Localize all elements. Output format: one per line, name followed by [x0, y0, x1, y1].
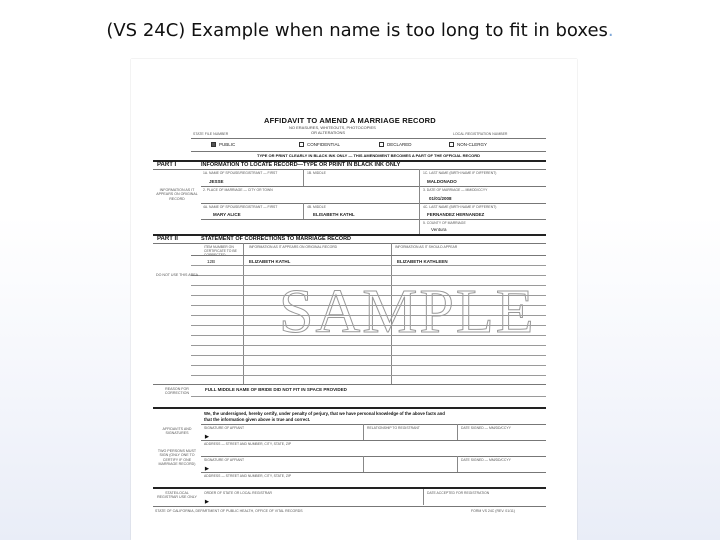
form-title: AFFIDAVIT TO AMEND A MARRIAGE RECORD	[264, 116, 436, 125]
field-4b-value: ELISABETH KATHL	[313, 212, 355, 217]
form-subtitle-2: OR ALTERATIONS	[311, 130, 346, 135]
reason-value: FULL MIDDLE NAME OF BRIDE DID NOT FIT IN SPACE PROVIDED	[205, 387, 347, 392]
checkbox-public: PUBLIC	[211, 142, 235, 147]
sign-arrow-2: ▶	[205, 466, 209, 472]
field-1c-label: 1C. LAST NAME (BIRTH NAME IF DIFFERENT)	[423, 171, 497, 175]
part2-heading: STATEMENT OF CORRECTIONS TO MARRIAGE RECORD	[201, 236, 352, 242]
part1-side-label: INFORMATION AS IT APPEARS ON ORIGINAL RECORD	[156, 188, 198, 201]
field-1a-value: JESSE	[209, 179, 224, 184]
field-4a-label: 4A. NAME OF SPOUSE/REGISTRANT — FIRST	[203, 205, 278, 209]
footer-left: STATE OF CALIFORNIA, DEPARTMENT OF PUBLIC HEALTH, OFFICE OF VITAL RECORDS	[155, 509, 303, 513]
address-label-2: ADDRESS — STREET AND NUMBER, CITY, STATE, ZIP	[204, 474, 292, 478]
correct-value: ELIZABETH KATHLEEN	[397, 259, 448, 264]
signature-label-2: SIGNATURE OF AFFIANT	[204, 458, 245, 462]
affidavit-side-label: AFFIDAVITS AND SIGNATURES	[162, 427, 192, 436]
part1-label: PART I	[157, 162, 177, 168]
state-file-number-label: STATE FILE NUMBER	[193, 132, 229, 136]
address-label-1: ADDRESS — STREET AND NUMBER, CITY, STATE, ZIP	[204, 442, 292, 446]
part2-side-label: DO NOT USE THIS AREA	[155, 273, 198, 277]
col-correct-label: INFORMATION AS IT SHOULD APPEAR	[395, 245, 458, 249]
registrar-side-label: STATE/LOCAL REGISTRAR USE ONLY	[157, 491, 197, 500]
checkbox-box	[211, 142, 216, 147]
date-label-2: DATE SIGNED — MM/DD/CCYY	[461, 458, 511, 462]
local-registration-number-label: LOCAL REGISTRATION NUMBER	[453, 132, 508, 136]
sample-watermark: SAMPLE	[279, 278, 536, 346]
affidavit-statement-2: that the information given above is true and correct.	[204, 417, 311, 422]
two-persons-side-label: TWO PERSONS MUST SIGN (ONLY ONE TO CERTIFY IF ONE MARRIAGE RECORD)	[157, 449, 197, 466]
col-item-label: ITEM NUMBER ON CERTIFICATE TO BE	[204, 245, 237, 253]
field-1c-value: MALDONADO	[427, 179, 457, 184]
date-accepted-label: DATE ACCEPTED FOR REGISTRATION	[427, 491, 490, 495]
affidavit-statement-1: We, the undersigned, hereby certify, under penalty of perjury, that we have personal knowledge of the above facts and	[204, 411, 445, 416]
field-2-label: 2. PLACE OF MARRIAGE — CITY OR TOWN	[203, 188, 273, 192]
part1-heading: INFORMATION TO LOCATE RECORD—TYPE OR PRINT IN BLACK INK ONLY	[201, 162, 401, 168]
title-dot: .	[607, 20, 614, 41]
col-incorrect-label: INFORMATION AS IT APPEARS ON ORIGINAL RECORD	[249, 245, 338, 249]
checkbox-declared: DECLARED	[379, 142, 412, 147]
field-1b-label: 1B. MIDDLE	[307, 171, 326, 175]
field-4b-label: 4B. MIDDLE	[307, 205, 326, 209]
footer-right: FORM VS 24C (REV. 01/11)	[471, 509, 515, 513]
checkbox-box	[299, 142, 304, 147]
checkbox-confidential: CONFIDENTIAL	[299, 142, 340, 147]
relationship-label-1: RELATIONSHIP TO REGISTRANT	[367, 426, 420, 430]
checkbox-box	[379, 142, 384, 147]
field-3-label: 3. DATE OF MARRIAGE — MM/DD/CCYY	[423, 188, 488, 192]
field-1a-label: 1A. NAME OF SPOUSE/REGISTRANT — FIRST	[203, 171, 278, 175]
item-number-value: 12B	[207, 259, 216, 264]
signature-label-1: SIGNATURE OF AFFIANT	[204, 426, 245, 430]
field-4c-value: FERNANDEZ HERNANDEZ	[427, 212, 485, 217]
form-subtitle-1: NO ERASURES, WHITEOUTS, PHOTOCOPIES	[289, 125, 376, 130]
reason-label: REASON FOR CORRECTION	[164, 387, 190, 396]
instruction-banner: TYPE OR PRINT CLEARLY IN BLACK INK ONLY — THIS AMENDMENT BECOMES A PART OF THE OFFICIAL RECORD	[257, 153, 480, 158]
checkbox-non-clergy: NON-CLERGY	[449, 142, 487, 147]
field-5-value: Ventura	[431, 227, 447, 232]
form-image	[131, 59, 577, 540]
incorrect-value: ELIZABETH KATHL	[249, 259, 291, 264]
field-4a-value: MARY ALICE	[213, 212, 241, 217]
part2-label: PART II	[157, 236, 178, 242]
field-5-label: 5. COUNTY OF MARRIAGE	[423, 221, 466, 225]
registrar-arrow: ▶	[205, 499, 209, 505]
date-label-1: DATE SIGNED — MM/DD/CCYY	[461, 426, 511, 430]
sign-arrow-1: ▶	[205, 434, 209, 440]
field-3-value: 01/01/2008	[429, 196, 452, 201]
registrar-order-label: ORDER OF STATE OR LOCAL REGISTRAR	[204, 491, 272, 495]
checkbox-box	[449, 142, 454, 147]
slide-title: (VS 24C) Example when name is too long to fit in boxes.	[106, 20, 614, 41]
field-4c-label: 4C. LAST NAME (BIRTH NAME IF DIFFERENT)	[423, 205, 497, 209]
